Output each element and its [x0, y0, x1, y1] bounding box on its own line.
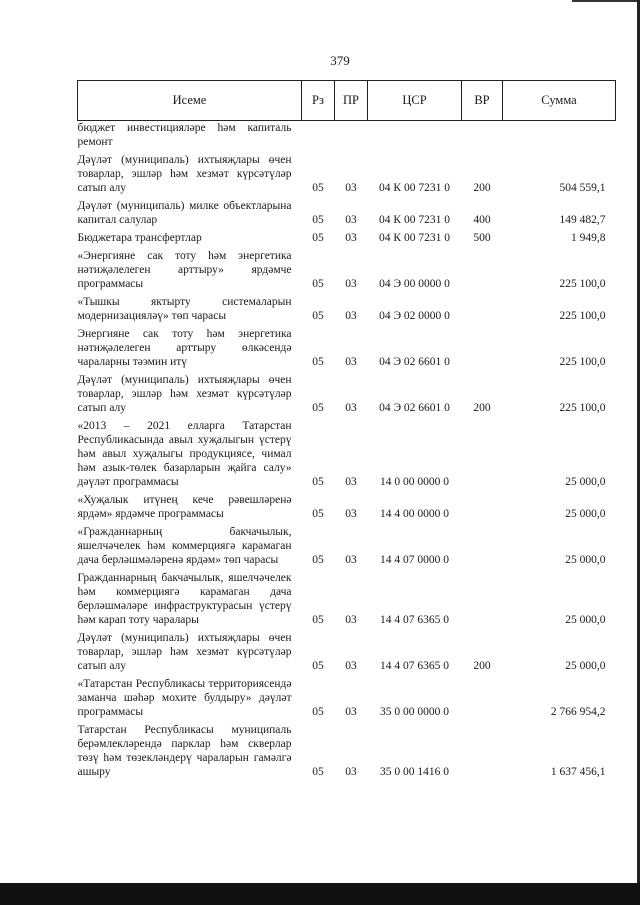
row-rz: 05	[312, 554, 324, 566]
budget-table	[77, 80, 616, 782]
row-sum: 225 100,0	[559, 356, 606, 368]
row-pr: 03	[345, 402, 357, 414]
table-row	[78, 630, 616, 676]
scan-edge-top	[572, 0, 640, 2]
row-csr: 14 4 07 6365 0	[380, 660, 449, 672]
header-csr: ЦСР	[368, 81, 462, 121]
row-pr: 03	[345, 508, 357, 520]
row-sum: 25 000,0	[565, 476, 606, 488]
row-sum: 25 000,0	[565, 554, 606, 566]
row-vr	[462, 121, 503, 153]
row-name: Бюджетара трансфертлар	[77, 232, 202, 244]
header-sum: Сумма	[503, 81, 616, 121]
row-rz: 05	[312, 402, 324, 414]
table-row	[78, 372, 616, 418]
row-rz: 05	[312, 182, 324, 194]
row-vr: 400	[473, 214, 491, 226]
row-pr: 03	[345, 660, 357, 672]
row-pr: 03	[345, 232, 357, 244]
header-vr: ВР	[462, 81, 503, 121]
row-rz: 05	[312, 660, 324, 672]
row-name: «2013 – 2021 елларга Татарстан Республикасында авыл хуҗалыгын үстерү һәм авыл хуҗалыгы продукциясе, чимал һәм азык-төлек базарларын җайга салу» дәүләт программасы	[77, 420, 292, 488]
table-row	[78, 326, 616, 372]
table-row	[78, 492, 616, 524]
row-name: «Хуҗалык итүнең кече рәвешләренә ярдәм» ярдәмче программасы	[77, 494, 292, 520]
row-vr	[462, 492, 503, 524]
row-vr	[462, 676, 503, 722]
row-rz: 05	[312, 232, 324, 244]
row-vr	[462, 524, 503, 570]
row-csr: 04 Э 02 0000 0	[379, 310, 450, 322]
row-pr: 03	[345, 766, 357, 778]
row-rz: 05	[312, 214, 324, 226]
table-row	[78, 722, 616, 782]
row-rz	[302, 121, 335, 153]
table-header-row	[78, 81, 616, 121]
row-vr: 200	[473, 182, 491, 194]
header-name: Исеме	[78, 81, 302, 121]
row-csr: 14 4 07 6365 0	[380, 614, 449, 626]
table-row	[78, 524, 616, 570]
row-rz: 05	[312, 476, 324, 488]
row-sum: 225 100,0	[559, 278, 606, 290]
table-row	[78, 676, 616, 722]
row-name: Татарстан Республикасы муниципаль берәмлекләрендә парклар һәм скверлар төзү һәм төзекләндерү чараларын гамәлгә ашыру	[77, 724, 292, 778]
row-sum: 2 766 954,2	[550, 706, 606, 718]
row-csr: 04 К 00 7231 0	[379, 232, 450, 244]
row-vr	[462, 326, 503, 372]
row-name: Энергияне сак тоту һәм энергетика нәтиҗәлелеген арттыру өлкәсендә чараларны тәэмин итү	[77, 328, 292, 368]
row-name: Дәүләт (муниципаль) ихтыяҗлары өчен товарлар, эшләр һәм хезмәт күрсәтүләр сатып алу	[77, 632, 292, 672]
row-rz: 05	[312, 614, 324, 626]
row-csr: 14 0 00 0000 0	[380, 476, 449, 488]
table-row	[78, 152, 616, 198]
row-sum: 25 000,0	[565, 508, 606, 520]
row-sum: 1 637 456,1	[550, 766, 606, 778]
table-row	[78, 248, 616, 294]
row-sum: 1 949,8	[571, 232, 606, 244]
row-vr: 500	[473, 232, 491, 244]
header-rz: Рз	[302, 81, 335, 121]
row-pr: 03	[345, 706, 357, 718]
table-row	[78, 570, 616, 630]
row-vr: 200	[473, 402, 491, 414]
row-csr: 04 Э 02 6601 0	[379, 402, 450, 414]
row-csr: 35 0 00 1416 0	[380, 766, 449, 778]
row-vr	[462, 248, 503, 294]
row-rz: 05	[312, 766, 324, 778]
row-name: бюджет инвестицияләре һәм капиталь ремонт	[77, 122, 292, 148]
table-row	[78, 294, 616, 326]
row-pr: 03	[345, 356, 357, 368]
row-csr: 04 Э 00 0000 0	[379, 278, 450, 290]
row-csr: 04 К 00 7231 0	[379, 214, 450, 226]
row-csr: 35 0 00 0000 0	[380, 706, 449, 718]
row-sum: 225 100,0	[559, 310, 606, 322]
row-pr: 03	[345, 554, 357, 566]
row-sum: 504 559,1	[559, 182, 606, 194]
row-name: «Энергияне сак тоту һәм энергетика нәтиҗәлелеген арттыру» ярдәмче программасы	[77, 250, 292, 290]
page-number: 379	[330, 53, 350, 68]
row-sum: 25 000,0	[565, 660, 606, 672]
row-name: Гражданнарның бакчачылык, яшелчәчелек һәм коммерциягә карамаган дача берләшмәләре инфраструктурасын үстерү һәм карап тоту чаралары	[77, 572, 292, 626]
row-sum: 25 000,0	[565, 614, 606, 626]
row-vr	[462, 722, 503, 782]
row-sum: 149 482,7	[559, 214, 606, 226]
row-name: Дәүләт (муниципаль) милке объектларына капитал салулар	[77, 200, 292, 226]
row-pr: 03	[345, 182, 357, 194]
table-row	[78, 198, 616, 230]
row-pr: 03	[345, 476, 357, 488]
row-pr: 03	[345, 214, 357, 226]
row-vr	[462, 294, 503, 326]
row-rz: 05	[312, 310, 324, 322]
row-name: Дәүләт (муниципаль) ихтыяҗлары өчен товарлар, эшләр һәм хезмәт күрсәтүләр сатып алу	[77, 154, 292, 194]
row-sum: 225 100,0	[559, 402, 606, 414]
row-csr: 04 К 00 7231 0	[379, 182, 450, 194]
row-name: Дәүләт (муниципаль) ихтыяҗлары өчен товарлар, эшләр һәм хезмәт күрсәтүләр сатып алу	[77, 374, 292, 414]
row-pr: 03	[345, 278, 357, 290]
header-pr: ПР	[335, 81, 368, 121]
table-row	[78, 230, 616, 248]
row-name: «Татарстан Республикасы территориясендә заманча шәһәр мохите булдыру» дәүләт программасы	[77, 678, 292, 718]
table-row	[78, 418, 616, 492]
row-csr: 04 Э 02 6601 0	[379, 356, 450, 368]
row-csr	[368, 121, 462, 153]
row-vr: 200	[473, 660, 491, 672]
row-pr: 03	[345, 614, 357, 626]
row-name: «Гражданнарның бакчачылык, яшелчәчелек һәм коммерциягә карамаган дача берләшмәләренә ярдәм» төп чарасы	[77, 526, 292, 566]
row-rz: 05	[312, 356, 324, 368]
row-vr	[462, 418, 503, 492]
row-name: «Тышкы яктырту системаларын модернизацияләү» төп чарасы	[77, 296, 292, 322]
row-sum	[503, 121, 616, 153]
row-csr: 14 4 00 0000 0	[380, 508, 449, 520]
table-row	[78, 121, 616, 153]
scan-bar-bottom	[0, 883, 640, 905]
row-pr: 03	[345, 310, 357, 322]
row-csr: 14 4 07 0000 0	[380, 554, 449, 566]
row-rz: 05	[312, 278, 324, 290]
row-pr	[335, 121, 368, 153]
row-rz: 05	[312, 508, 324, 520]
row-rz: 05	[312, 706, 324, 718]
row-vr	[462, 570, 503, 630]
